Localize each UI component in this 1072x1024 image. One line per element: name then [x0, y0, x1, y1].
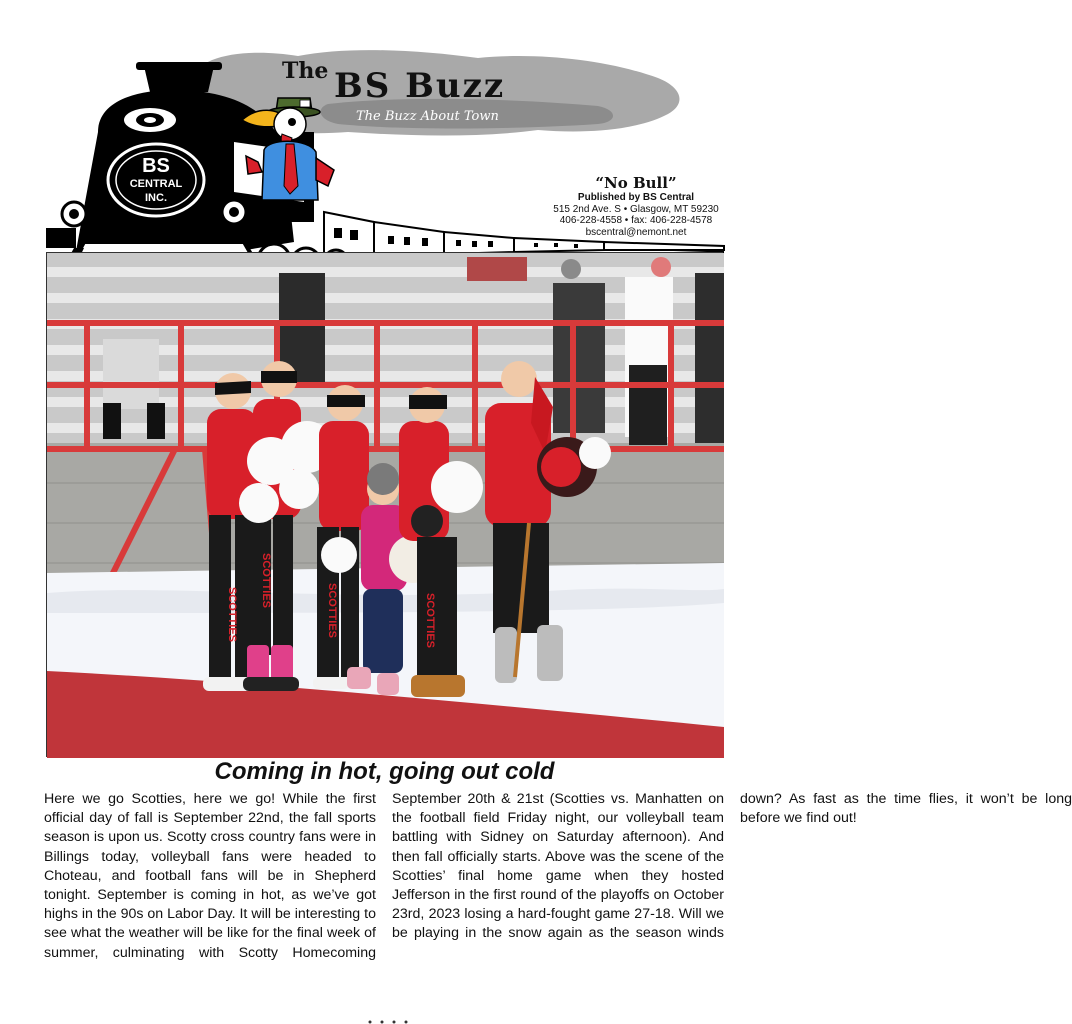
pants-lettering-2: SCOTTIES: [260, 553, 272, 609]
pants-lettering-4: SCOTTIES: [424, 593, 436, 649]
published-by: Published by BS Central: [577, 192, 695, 203]
publisher-block: [548, 174, 724, 238]
page-continuation-marks: [360, 1016, 420, 1024]
rooster-mascot: [238, 90, 338, 208]
publisher-address: 515 2nd Ave. S • Glasgow, MT 59230: [553, 203, 719, 215]
pants-lettering-1: SCOTTIES: [226, 587, 238, 643]
publisher-email[interactable]: bscentral@nemont.net: [585, 226, 687, 238]
logo-inc: INC.: [145, 192, 167, 204]
logo-central: CENTRAL: [129, 178, 183, 190]
article-body: Here we go Scotties, here we go! While the first official day of fall is September 22nd, the fall sports season is upon us. Scotty cross country fans were in Billings today, volleyball fans were headed to Choteau, and football fans will be in Shepherd tonight. September is coming in hot, as we’ve got highs in the 90s on Labor Day. It will be interesting to see what the weather will be like for the final week of summer, culminating with Scotty Homecoming September 20th & 21st (Scotties vs. Manhatten on the football field Friday night, our volleyball team battling with Sidney on Saturday afternoon). And then fall officially starts. Above was the scene of the Scotties’ final home game when they hosted Jefferson in the first round of the playoffs on October 23rd, 2023 losing a hard-fought game 27-18. Will we be playing in the snow again as the season winds down? As fast as the time flies, it won’t be long before we find out!: [44, 791, 1072, 961]
masthead-the: The: [282, 58, 329, 84]
article-headline: Coming in hot, going out cold: [214, 758, 555, 785]
publisher-phone: 406-228-4558 • fax: 406-228-4578: [559, 215, 713, 226]
pants-lettering-3: SCOTTIES: [326, 583, 338, 639]
masthead-title: BS Buzz: [334, 66, 506, 106]
masthead-tagline: The Buzz About Town: [356, 109, 499, 124]
motto: “No Bull”: [595, 174, 677, 192]
logo-bs: BS: [142, 155, 170, 177]
cheerleaders-photo: [46, 252, 723, 757]
